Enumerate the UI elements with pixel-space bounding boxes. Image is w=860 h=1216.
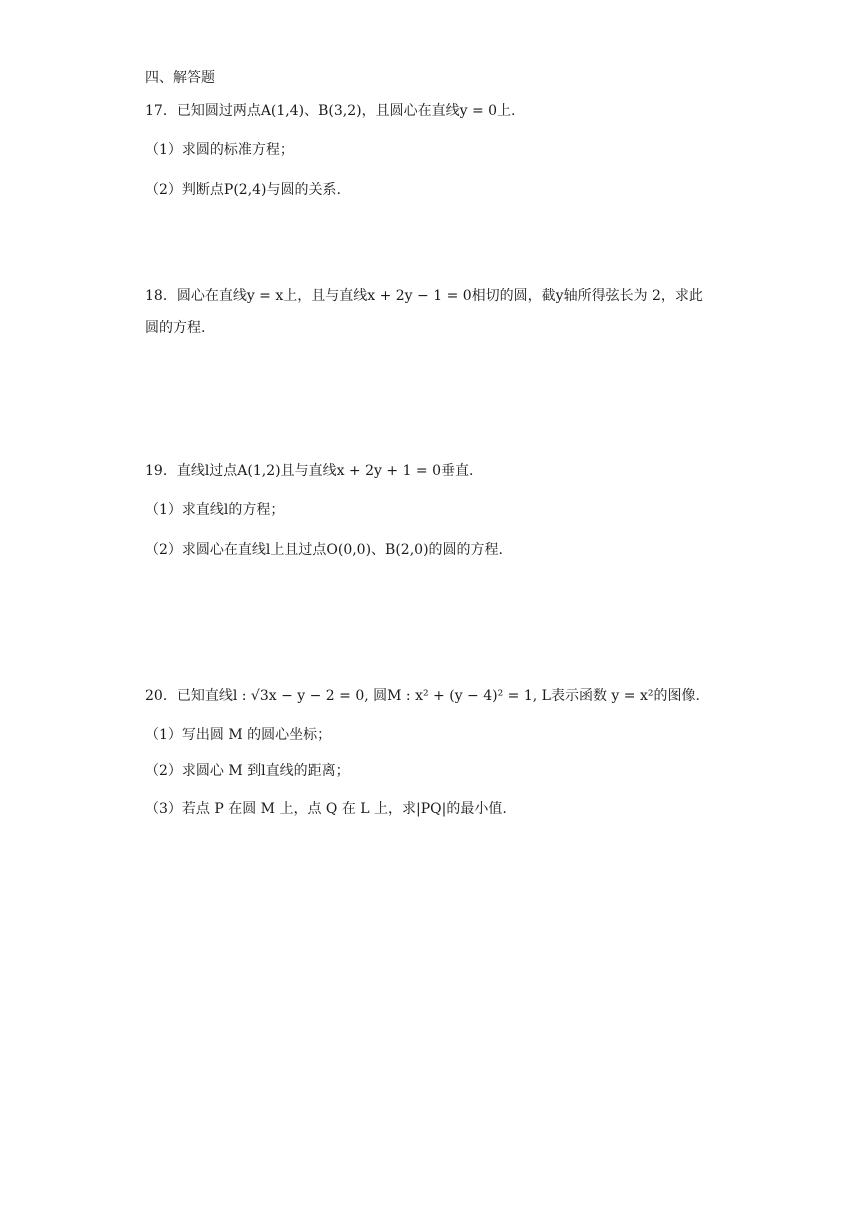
question-20-part-2: （2）求圆心 M 到l直线的距离； bbox=[145, 763, 350, 779]
question-17-part-1: （1）求圆的标准方程； bbox=[145, 142, 294, 158]
question-18-stem-line-2: 圆的方程. bbox=[145, 320, 206, 336]
question-20-part-1: （1）写出圆 M 的圆心坐标； bbox=[145, 727, 332, 743]
question-19-stem: 19．直线l过点A(1,2)且与直线x + 2y + 1 = 0垂直. bbox=[145, 463, 474, 479]
question-19-part-1: （1）求直线l的方程； bbox=[145, 502, 285, 518]
question-17-stem: 17．已知圆过两点A(1,4)、B(3,2)，且圆心在直线y = 0上. bbox=[145, 103, 516, 119]
section-title: 四、解答题 bbox=[145, 70, 215, 86]
question-20-part-3: （3）若点 P 在圆 M 上，点 Q 在 L 上，求|PQ|的最小值. bbox=[145, 801, 507, 817]
question-18-stem-line-1: 18．圆心在直线y = x上，且与直线x + 2y − 1 = 0相切的圆，截y轴所得弦长为 2，求此 bbox=[145, 288, 703, 304]
question-20-stem: 20．已知直线l : √3x − y − 2 = 0, 圆M : x² + (y − 4)² = 1, L表示函数 y = x²的图像. bbox=[145, 688, 700, 704]
question-17-part-2: （2）判断点P(2,4)与圆的关系. bbox=[145, 182, 341, 198]
question-19-part-2: （2）求圆心在直线l上且过点O(0,0)、B(2,0)的圆的方程. bbox=[145, 542, 503, 558]
